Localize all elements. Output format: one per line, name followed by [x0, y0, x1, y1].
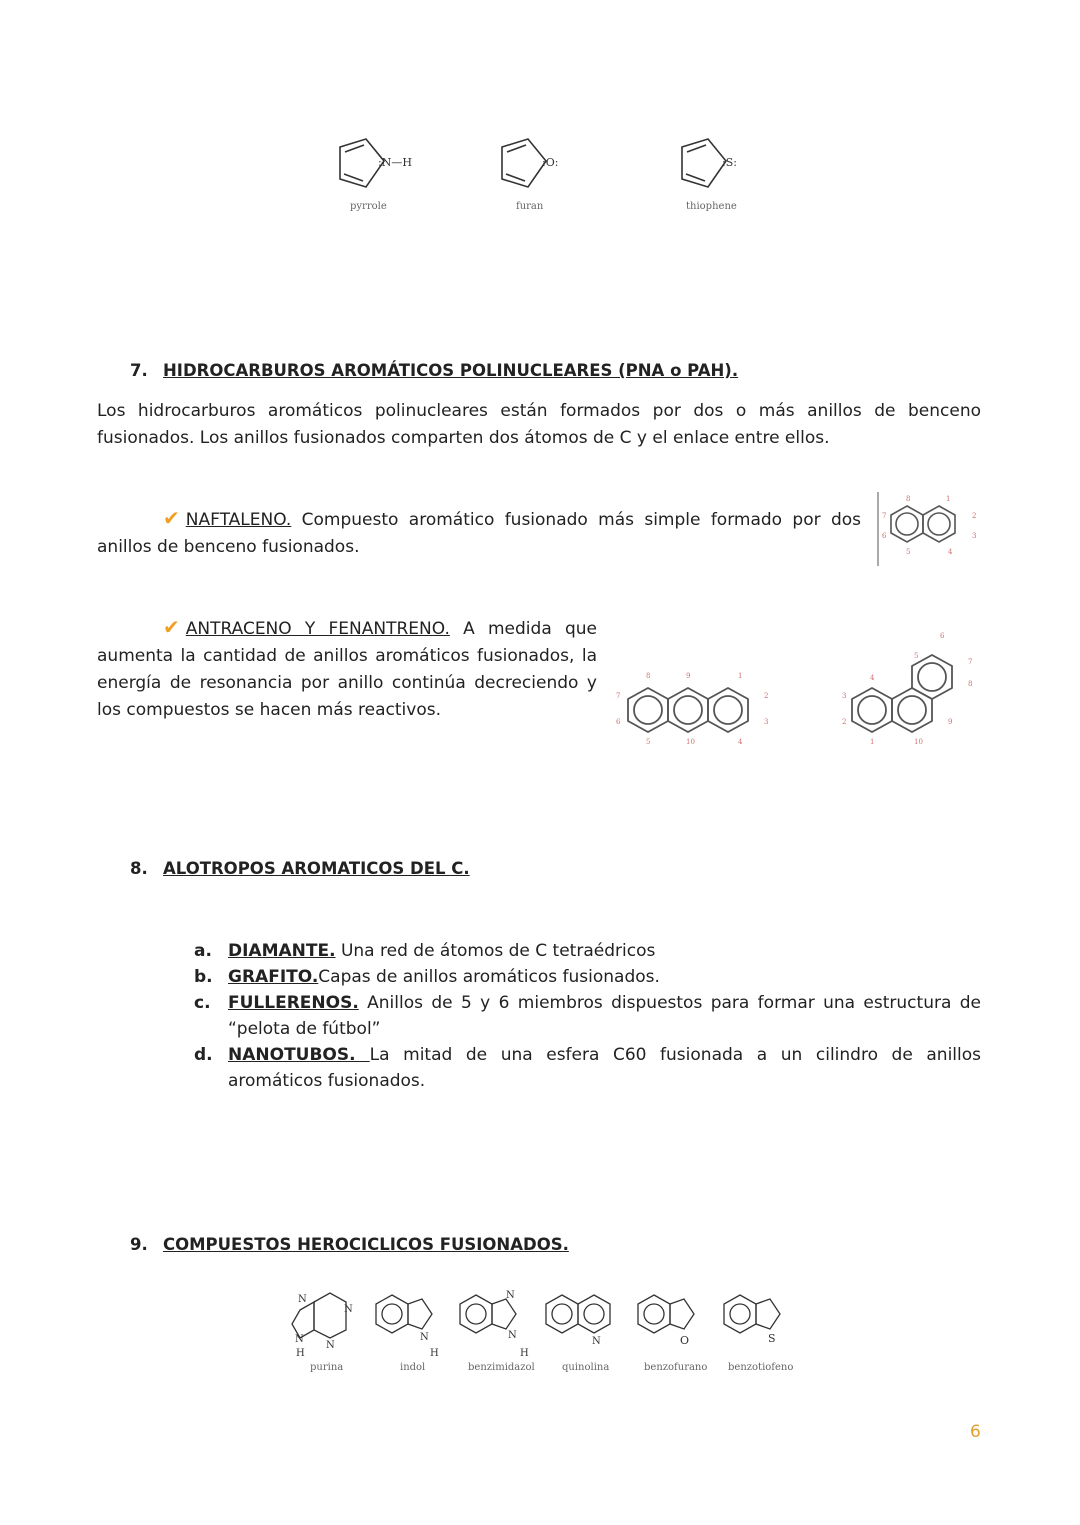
list-item-label: d.	[194, 1045, 213, 1065]
checkmark-icon: ✔	[163, 506, 180, 530]
section-9-heading	[130, 1235, 569, 1254]
naftaleno-term: NAFTALENO.	[185, 510, 292, 530]
svg-text:8: 8	[968, 680, 973, 688]
pyrrole-atom-label: :N—H	[378, 156, 412, 169]
svg-text:1: 1	[738, 672, 743, 680]
list-item-label: b.	[194, 967, 213, 987]
section-7-number: 7.	[130, 361, 148, 380]
svg-text:9: 9	[948, 718, 953, 726]
svg-text:N: N	[508, 1330, 517, 1341]
list-item	[194, 964, 981, 990]
five-membered-heterocycles-figure	[320, 125, 760, 225]
naphthalene-structure	[876, 490, 986, 568]
indol-caption: indol	[400, 1362, 426, 1373]
svg-text:N: N	[592, 1336, 601, 1347]
list-item	[194, 1042, 981, 1094]
pyrrole-structure	[340, 139, 412, 187]
section-7-title: HIDROCARBUROS AROMÁTICOS POLINUCLEARES (PNA o PAH).	[163, 361, 739, 380]
purina-caption: purina	[310, 1362, 344, 1373]
benzothiophene-structure	[724, 1295, 780, 1345]
svg-text:10: 10	[914, 738, 923, 746]
thiophene-structure	[682, 139, 737, 187]
svg-text:N: N	[298, 1294, 307, 1305]
section-7-intro: Los hidrocarburos aromáticos polinucleares están formados por dos o más anillos de benceno fusionados. Los anillos fusionados comparten dos átomos de C y el enlace entre ellos.	[97, 401, 981, 448]
svg-text:O: O	[680, 1334, 690, 1347]
benzotiofeno-caption: benzotiofeno	[728, 1362, 794, 1373]
benzofurano-caption: benzofurano	[644, 1362, 708, 1373]
svg-text:2: 2	[842, 718, 847, 726]
list-item-text: Anillos de 5 y 6 miembros dispuestos para formar una estructura de “pelota de fútbol”	[228, 993, 981, 1039]
list-item-text: La mitad de una esfera C60 fusionada a un cilindro de anillos aromáticos fusionados.	[228, 1045, 981, 1091]
section-8-heading	[130, 859, 470, 878]
list-item-term: DIAMANTE.	[228, 941, 336, 961]
section-9-number: 9.	[130, 1235, 148, 1254]
naftaleno-paragraph	[97, 505, 861, 561]
svg-text:7: 7	[616, 692, 621, 700]
svg-text:9: 9	[686, 672, 691, 680]
pyrrole-caption: pyrrole	[350, 201, 387, 212]
benzimidazole-structure	[460, 1290, 529, 1359]
svg-text:3: 3	[972, 532, 977, 540]
svg-text:S: S	[768, 1332, 776, 1345]
furan-caption: furan	[516, 201, 544, 212]
list-item-text: Capas de anillos aromáticos fusionados.	[318, 967, 660, 987]
svg-text:2: 2	[972, 512, 977, 520]
svg-text:4: 4	[948, 548, 953, 556]
fused-heterocycles-figure	[280, 1280, 800, 1380]
indole-structure	[376, 1295, 439, 1359]
quinoline-structure	[546, 1295, 610, 1347]
svg-text:4: 4	[738, 738, 743, 746]
svg-text:6: 6	[940, 632, 945, 640]
svg-text:N: N	[326, 1340, 335, 1351]
svg-text:2: 2	[764, 692, 769, 700]
list-item	[194, 938, 981, 964]
svg-text:N: N	[420, 1332, 429, 1343]
checkmark-icon: ✔	[163, 615, 180, 639]
thiophene-caption: thiophene	[686, 201, 737, 212]
svg-text:5: 5	[906, 548, 911, 556]
furan-structure	[502, 139, 558, 187]
purine-structure	[292, 1293, 353, 1359]
quinolina-caption: quinolina	[562, 1362, 610, 1373]
svg-text:6: 6	[882, 532, 887, 540]
svg-text:7: 7	[882, 512, 887, 520]
svg-text:1: 1	[870, 738, 875, 746]
list-item-label: c.	[194, 993, 211, 1013]
svg-text:10: 10	[686, 738, 695, 746]
svg-text:H: H	[430, 1348, 439, 1359]
section-8-title: ALOTROPOS AROMATICOS DEL C.	[163, 859, 470, 878]
svg-text:N: N	[295, 1334, 304, 1345]
benzimidazol-caption: benzimidazol	[468, 1362, 535, 1373]
svg-text:N: N	[506, 1290, 515, 1301]
allotropes-list	[194, 938, 981, 1094]
furan-atom-label: :O:	[542, 156, 559, 169]
svg-text:1: 1	[946, 495, 951, 503]
list-item-term: FULLERENOS.	[228, 993, 359, 1013]
section-7-heading	[130, 361, 738, 380]
list-item-text: Una red de átomos de C tetraédricos	[335, 941, 656, 961]
svg-text:8: 8	[646, 672, 651, 680]
antraceno-paragraph	[97, 614, 597, 724]
svg-text:7: 7	[968, 658, 973, 666]
antraceno-text: A medida que aumenta la cantidad de anillos aromáticos fusionados, la energía de resonancia por anillo continúa decreciendo y los compuestos se hacen más reactivos.	[97, 619, 598, 720]
antraceno-term: ANTRACENO Y FENANTRENO.	[185, 619, 450, 639]
svg-text:3: 3	[842, 692, 847, 700]
svg-text:8: 8	[906, 495, 911, 503]
thiophene-atom-label: :S:	[722, 156, 737, 169]
anthracene-structure	[612, 668, 777, 750]
svg-text:5: 5	[646, 738, 651, 746]
svg-text:H: H	[520, 1348, 529, 1359]
naftaleno-text: Compuesto aromático fusionado más simple formado por dos anillos de benceno fusionados.	[97, 510, 861, 557]
phenanthrene-structure	[836, 628, 981, 750]
svg-text:4: 4	[870, 674, 875, 682]
svg-text:N: N	[344, 1304, 353, 1315]
svg-text:6: 6	[616, 718, 621, 726]
page-number: 6	[970, 1422, 981, 1442]
list-item-term: GRAFITO.	[228, 967, 319, 987]
benzofuran-structure	[638, 1295, 694, 1347]
section-8-number: 8.	[130, 859, 148, 878]
list-item-label: a.	[194, 941, 212, 961]
svg-text:5: 5	[914, 652, 919, 660]
svg-text:3: 3	[764, 718, 769, 726]
svg-text:H: H	[296, 1348, 305, 1359]
list-item-term: NANOTUBOS.	[228, 1045, 370, 1065]
list-item	[194, 990, 981, 1042]
section-9-title: COMPUESTOS HEROCICLICOS FUSIONADOS.	[163, 1235, 569, 1254]
